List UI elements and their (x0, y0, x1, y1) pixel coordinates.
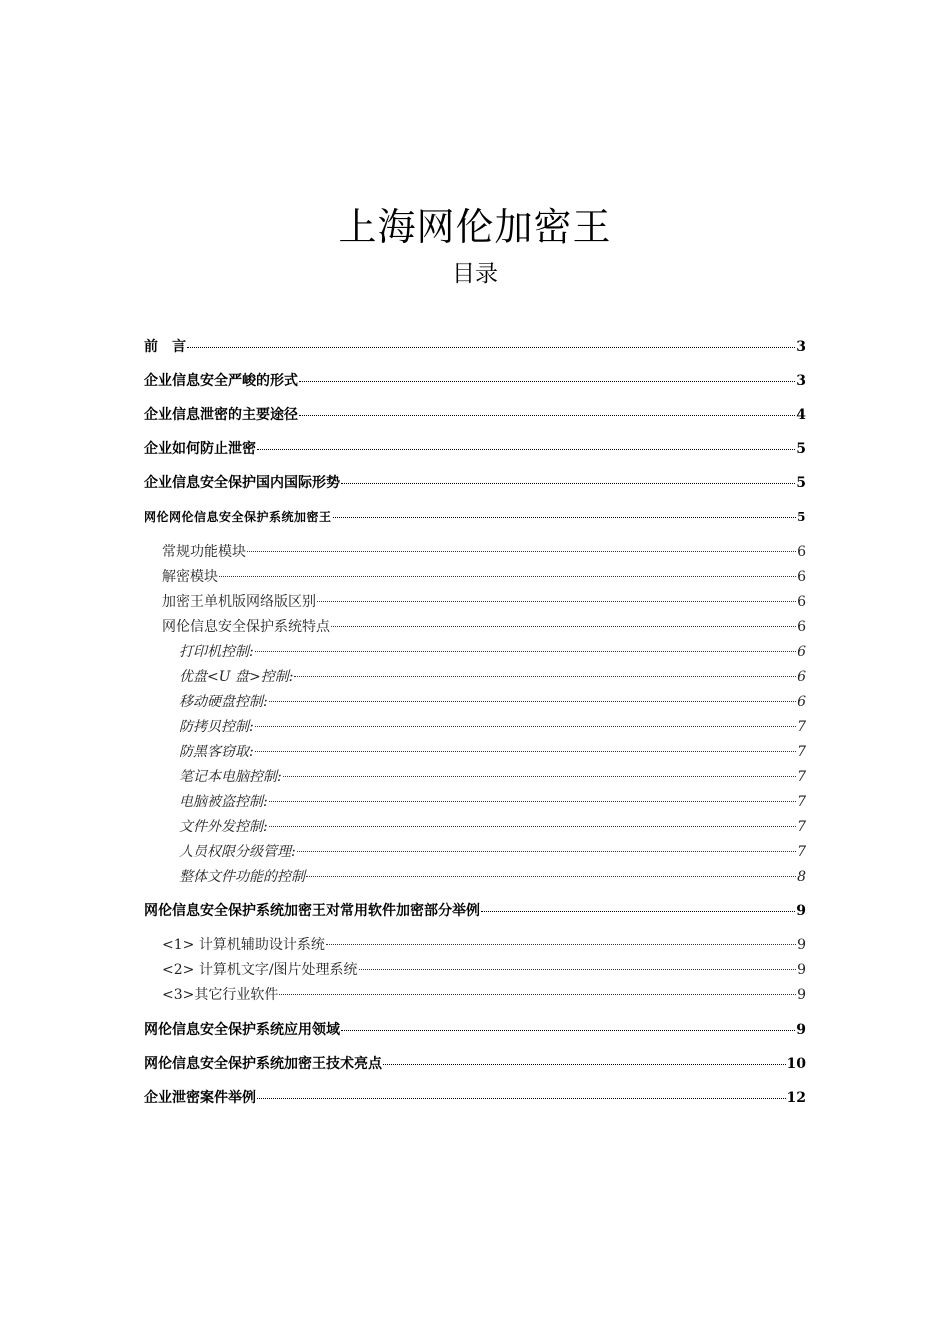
toc-entry-label: 企业信息安全严峻的形式 (144, 373, 298, 389)
dot-leader (317, 589, 796, 602)
toc-entry-label: 整体文件功能的控制 (179, 869, 305, 885)
toc-entry-preface[interactable] (144, 336, 806, 358)
dot-leader (257, 437, 795, 450)
dot-leader (255, 739, 796, 752)
toc-entry-label: 解密模块 (162, 569, 218, 585)
toc-entry-page: 7 (797, 744, 806, 760)
toc-entry-page: 7 (797, 844, 806, 860)
toc-entry-page: 9 (797, 962, 806, 978)
toc-entry-page: 6 (797, 569, 806, 585)
toc-entry-copy-control[interactable] (179, 716, 806, 738)
toc-entry-label: 防拷贝控制: (179, 719, 254, 735)
toc-entry-label: 企业泄密案件举例 (144, 1090, 256, 1106)
toc-entry-label: 笔记本电脑控制: (179, 769, 282, 785)
toc-entry-printer-control[interactable] (179, 641, 806, 663)
toc-entry-security-situation[interactable] (144, 370, 806, 392)
toc-entry-page: 3 (796, 339, 806, 355)
toc-entry-page: 7 (797, 794, 806, 810)
toc-entry-label: 网伦信息安全保护系统应用领域 (144, 1022, 340, 1038)
toc-entry-anti-hacker[interactable] (179, 741, 806, 763)
dot-leader (283, 764, 796, 777)
toc-entry-label: 加密王单机版网络版区别 (162, 594, 316, 610)
toc-entry-page: 3 (796, 373, 806, 389)
toc-entry-page: 5 (796, 441, 806, 457)
toc-entry-label: 企业信息泄密的主要途径 (144, 407, 298, 423)
dot-leader (247, 539, 796, 552)
toc-entry-regular-modules[interactable] (162, 541, 806, 563)
toc-entry-domestic-international[interactable] (144, 472, 806, 494)
dot-leader (299, 403, 795, 416)
toc-entry-page: 6 (797, 669, 806, 685)
toc-entry-label: 企业如何防止泄密 (144, 441, 256, 457)
toc-entry-label: 常规功能模块 (162, 544, 246, 560)
toc-entry-page: 7 (797, 719, 806, 735)
dot-leader (359, 957, 797, 970)
toc-entry-encryption-king[interactable] (144, 506, 806, 528)
toc-entry-label: 网伦网伦信息安全保护系统加密王 (144, 510, 332, 524)
toc-entry-file-function-control[interactable] (179, 866, 806, 888)
toc-entry-page: 6 (797, 594, 806, 610)
toc-entry-label: 文件外发控制: (179, 819, 268, 835)
toc-entry-other-software[interactable] (162, 984, 806, 1006)
toc-entry-label: 防黑客窃取: (179, 744, 254, 760)
toc-entry-label: 优盘<U 盘>控制: (179, 669, 294, 685)
toc-entry-software-examples[interactable] (144, 900, 806, 922)
toc-entry-page: 10 (786, 1056, 806, 1072)
toc-entry-label: <1> 计算机辅助设计系统 (162, 937, 325, 953)
toc-entry-label: 前 言 (144, 339, 186, 355)
toc-entry-page: 12 (786, 1090, 806, 1106)
dot-leader (269, 789, 796, 802)
dot-leader (219, 564, 796, 577)
dot-leader (297, 839, 796, 852)
toc-entry-label: 企业信息安全保护国内国际形势 (144, 475, 340, 491)
toc-entry-page: 4 (796, 407, 806, 423)
toc-entry-system-features[interactable] (162, 616, 806, 638)
toc-entry-label: 移动硬盘控制: (179, 694, 268, 710)
dot-leader (187, 335, 795, 348)
dot-leader (257, 1086, 786, 1099)
dot-leader (299, 369, 795, 382)
dot-leader (341, 1018, 795, 1031)
toc-entry-label: 打印机控制: (179, 644, 254, 660)
toc-entry-label: 人员权限分级管理: (179, 844, 296, 860)
toc-entry-theft-control[interactable] (179, 791, 806, 813)
toc-entry-leak-cases[interactable] (144, 1087, 806, 1109)
toc-entry-laptop-control[interactable] (179, 766, 806, 788)
toc-entry-page: 7 (797, 819, 806, 835)
toc-entry-page: 9 (796, 903, 806, 919)
toc-entry-text-image-systems[interactable] (162, 959, 806, 981)
toc-entry-page: 5 (796, 475, 806, 491)
dot-leader (255, 714, 796, 727)
dot-leader (255, 639, 796, 652)
dot-leader (269, 814, 796, 827)
toc-entry-decrypt-module[interactable] (162, 566, 806, 588)
toc-entry-label: <2> 计算机文字/图片处理系统 (162, 962, 358, 978)
dot-leader (306, 864, 796, 877)
toc-heading: 目录 (452, 261, 498, 287)
toc-entry-label: 电脑被盗控制: (179, 794, 268, 810)
dot-leader (269, 689, 796, 702)
toc-entry-leak-channels[interactable] (144, 404, 806, 426)
dot-leader (481, 899, 795, 912)
toc-entry-file-send-control[interactable] (179, 816, 806, 838)
toc-entry-application-fields[interactable] (144, 1019, 806, 1041)
dot-leader (383, 1052, 786, 1065)
toc-entry-page: 9 (797, 987, 806, 1003)
dot-leader (341, 471, 795, 484)
toc-entry-page: 6 (797, 694, 806, 710)
toc-entry-label: 网伦信息安全保护系统加密王对常用软件加密部分举例 (144, 903, 480, 919)
toc-entry-page: 9 (796, 1022, 806, 1038)
toc-entry-page: 7 (797, 769, 806, 785)
toc-entry-label: <3>其它行业软件 (162, 987, 279, 1003)
toc-entry-hdd-control[interactable] (179, 691, 806, 713)
toc-entry-page: 9 (797, 937, 806, 953)
toc-entry-permission-management[interactable] (179, 841, 806, 863)
dot-leader (326, 932, 796, 945)
toc-entry-usb-control[interactable] (179, 666, 806, 688)
toc-entry-page: 8 (797, 869, 806, 885)
dot-leader (331, 614, 796, 627)
dot-leader (294, 664, 796, 677)
toc-entry-page: 6 (797, 644, 806, 660)
dot-leader (333, 505, 797, 518)
toc-entry-page: 5 (797, 510, 806, 524)
toc-entry-tech-highlights[interactable] (144, 1053, 806, 1075)
toc-entry-cad-systems[interactable] (162, 934, 806, 956)
toc-entry-version-difference[interactable] (162, 591, 806, 613)
toc-entry-label: 网伦信息安全保护系统特点 (162, 619, 330, 635)
document-title: 上海网伦加密王 (338, 205, 612, 249)
toc-entry-label: 网伦信息安全保护系统加密王技术亮点 (144, 1056, 382, 1072)
toc-entry-page: 6 (797, 619, 806, 635)
dot-leader (279, 982, 796, 995)
toc-entry-page: 6 (797, 544, 806, 560)
toc-entry-prevent-leaks[interactable] (144, 438, 806, 460)
